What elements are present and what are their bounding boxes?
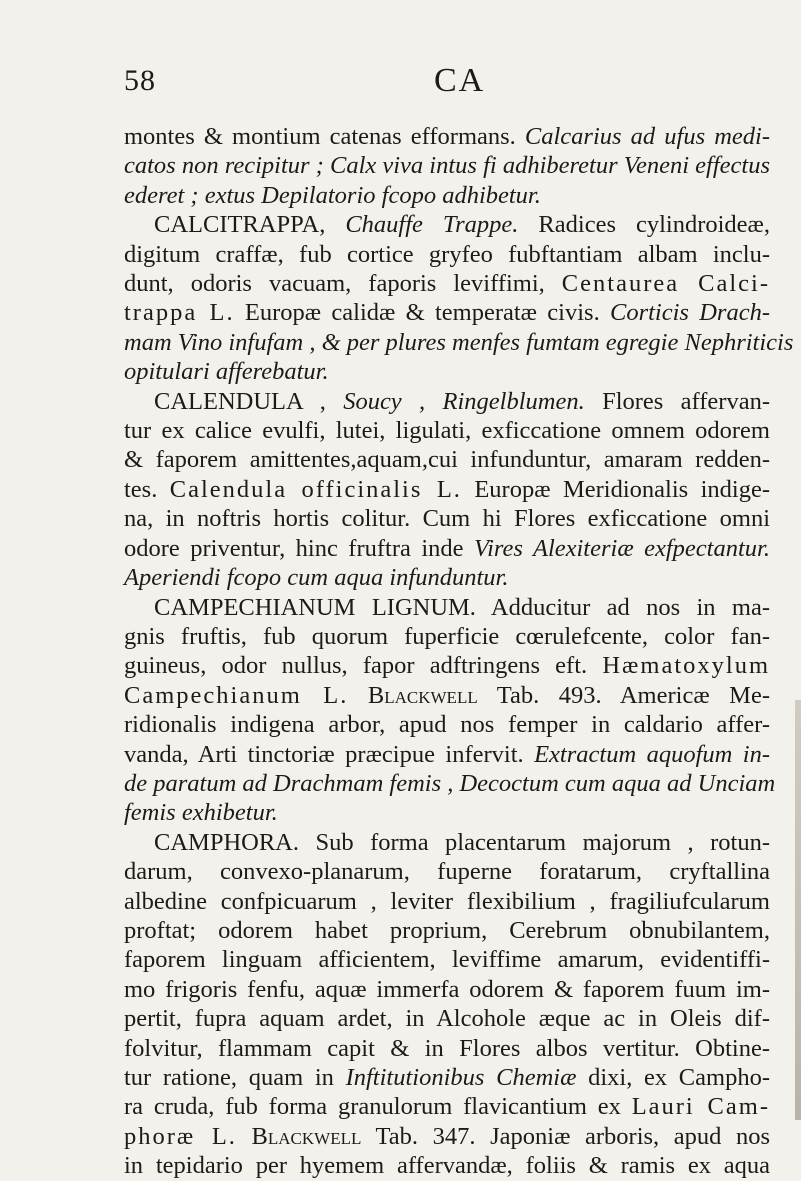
text-segment: Tab. 493. Americæ Me-	[477, 681, 770, 709]
text-segment: Extractum aquofum in-	[534, 740, 770, 768]
text-line	[124, 387, 770, 416]
text-line	[124, 475, 770, 504]
text-line	[124, 357, 770, 386]
text-line	[124, 710, 770, 739]
text-line	[124, 1122, 770, 1151]
text-line	[124, 240, 770, 269]
body-text	[124, 122, 794, 1181]
text-line	[124, 887, 770, 916]
text-segment: CAMPHORA. Sub forma placentarum majorum , rotun-	[154, 828, 770, 856]
text-segment: Vires Alexiteriæ exfpectantur.	[473, 534, 770, 562]
text-segment: Chauffe Trappe.	[345, 211, 519, 239]
text-line	[124, 416, 770, 445]
text-segment: odore priventur, hinc fruftra inde	[124, 534, 474, 562]
text-segment: montes & montium catenas efformans.	[124, 123, 525, 150]
text-segment: Campechianum L.	[124, 681, 349, 709]
text-line	[124, 151, 770, 180]
text-line	[124, 651, 770, 680]
text-segment: tur ratione, quam in	[124, 1064, 346, 1091]
text-line	[124, 504, 770, 533]
text-segment: mo frigoris fenfu, aquæ immerfa odorem & faporem fuum im-	[124, 975, 770, 1003]
text-line	[124, 769, 776, 798]
text-segment: Centaurea Calci-	[561, 270, 770, 298]
text-segment: Calcarius ad ufus medi-	[524, 123, 770, 150]
text-line	[124, 828, 770, 857]
text-segment: femis exhibetur.	[124, 799, 278, 827]
text-segment: Hæmatoxylum	[602, 652, 770, 680]
text-line	[124, 975, 770, 1004]
text-line	[124, 916, 770, 945]
text-line	[124, 593, 770, 622]
text-segment: CAMPECHIANUM LIGNUM. Adducitur ad nos in ma-	[154, 593, 770, 621]
page-edge-shadow	[795, 700, 801, 1120]
text-segment: Tab. 347. Japoniæ arboris, apud nos	[361, 1122, 771, 1150]
text-line	[124, 269, 770, 298]
text-segment: guineus, odor nullus, fapor adftringens eft.	[124, 652, 603, 680]
text-segment: Blackwell	[251, 1122, 362, 1150]
text-segment: faporem linguam afficientem, leviffime amarum, evidentiffi-	[124, 946, 770, 974]
text-segment: tur ex calice evulfi, lutei, ligulati, exficcatione omnem odorem	[124, 417, 770, 445]
text-segment: gnis fruftis, fub quorum fuperficie cœrulefcente, color fan-	[124, 622, 770, 650]
text-line	[124, 1004, 770, 1033]
text-segment: phoræ L.	[124, 1122, 237, 1150]
text-segment: Europæ calidæ & temperatæ civis.	[234, 299, 610, 327]
text-segment: dixi, ex Campho-	[576, 1064, 770, 1091]
text-segment: tes.	[124, 475, 170, 503]
text-line	[124, 1063, 770, 1092]
text-segment: digitum craffæ, fub cortice gryfeo fubftantiam albam inclu-	[124, 240, 770, 268]
text-segment	[348, 682, 368, 709]
text-segment: opitulari afferebatur.	[124, 358, 329, 386]
text-line	[124, 298, 770, 327]
text-line	[124, 1092, 770, 1121]
text-segment: Soucy , Ringelblumen.	[343, 387, 585, 415]
text-segment: Inftitutionibus Chemiæ	[345, 1064, 577, 1091]
text-segment: Flores affervan-	[584, 387, 770, 415]
text-segment: CALENDULA ,	[154, 387, 344, 415]
text-segment: na, in noftris hortis colitur. Cum hi Flores exficcatione omni	[124, 505, 770, 533]
text-line	[124, 563, 770, 592]
text-line	[124, 681, 770, 710]
text-line	[124, 1034, 770, 1063]
text-segment: proftat; odorem habet proprium, Cerebrum obnubilantem,	[124, 916, 770, 944]
text-line	[124, 740, 770, 769]
text-segment: & faporem amittentes,aquam,cui infunduntur, amaram redden-	[124, 446, 770, 474]
text-segment: Lauri Cam-	[631, 1093, 770, 1121]
text-line	[124, 328, 794, 357]
text-segment: vanda, Arti tinctoriæ præcipue infervit.	[124, 740, 535, 768]
text-segment: ridionalis indigena arbor, apud nos femper in caldario affer-	[124, 711, 770, 739]
text-segment: de paratum ad Drachmam femis , Decoctum cum aqua ad Unciam	[124, 769, 776, 797]
text-line	[124, 622, 770, 651]
text-segment: pertit, fupra aquam ardet, in Alcohole æque ac in Oleis dif-	[124, 1005, 770, 1033]
text-line	[124, 181, 770, 210]
text-segment: Corticis Drach-	[609, 299, 770, 327]
text-segment: Radices cylindroideæ,	[518, 211, 770, 239]
text-segment: ra cruda, fub forma granulorum flavicantium ex	[124, 1093, 632, 1121]
text-segment: ederet ; extus Depilatorio fcopo adhibetur.	[124, 181, 541, 209]
running-title: CA	[434, 62, 486, 99]
text-segment: albedine confpicuarum , leviter flexibilium , fragiliufcularum	[124, 887, 770, 915]
text-segment: mam Vino infufam , & per plures menfes fumtam egregie Nephriticis	[124, 328, 794, 356]
text-segment: Aperiendi fcopo cum aqua infunduntur.	[124, 564, 509, 592]
text-line	[124, 945, 770, 974]
text-line	[124, 445, 770, 474]
text-segment: catos non recipitur ; Calx viva intus fi adhiberetur Veneni effectus	[124, 152, 770, 180]
running-head	[124, 64, 754, 104]
text-segment: in tepidario per hyemem affervandæ, foliis & ramis ex aqua	[124, 1152, 770, 1180]
text-line	[124, 1151, 770, 1180]
text-segment: trappa L.	[124, 299, 235, 327]
text-line	[124, 210, 770, 239]
text-line	[124, 122, 770, 151]
text-line	[124, 798, 770, 827]
text-segment: Calendula officinalis L.	[169, 475, 462, 503]
text-segment: folvitur, flammam capit & in Flores albos vertitur. Obtine-	[124, 1034, 770, 1062]
text-segment: dunt, odoris vacuam, faporis leviffimi,	[124, 270, 562, 298]
text-line	[124, 857, 770, 886]
text-line	[124, 534, 770, 563]
text-segment	[237, 1123, 252, 1150]
text-segment: Europæ Meridionalis indige-	[461, 475, 770, 503]
text-segment: darum, convexo-planarum, fuperne foratarum, cryftallina	[124, 858, 770, 886]
text-segment: Blackwell	[367, 681, 478, 709]
text-segment: CALCITRAPPA,	[154, 211, 346, 239]
page-number: 58	[124, 64, 156, 97]
